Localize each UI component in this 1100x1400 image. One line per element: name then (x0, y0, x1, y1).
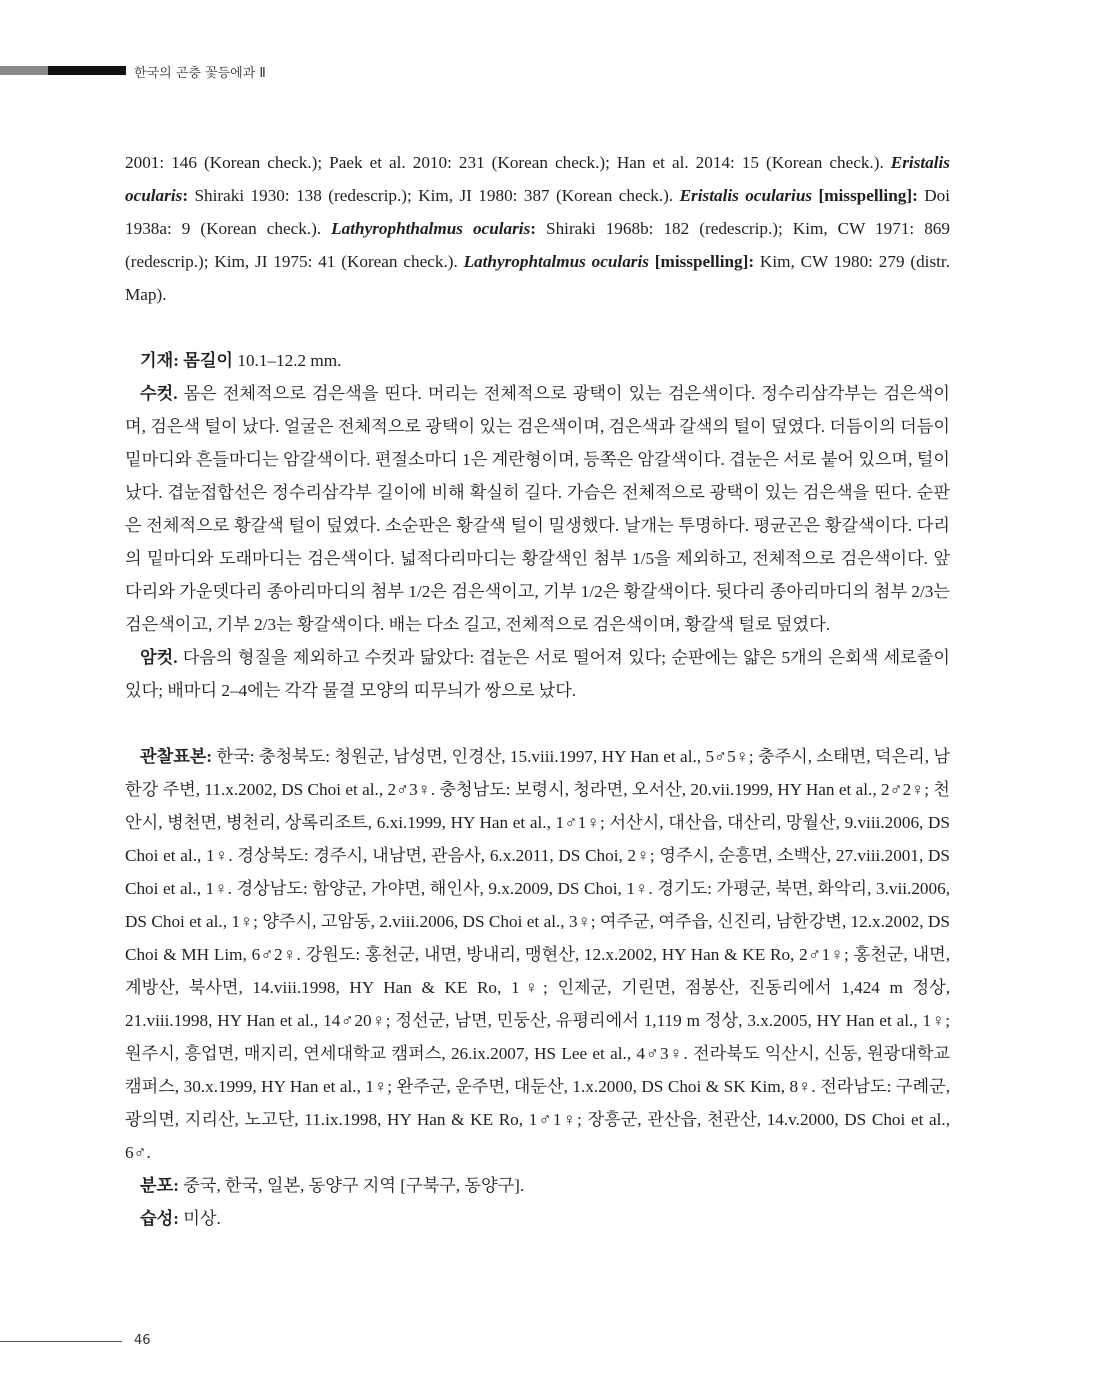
distribution-label: 분포: (140, 1176, 179, 1195)
taxon-name: Eristalis ocularis (125, 153, 950, 205)
distribution-paragraph (125, 1169, 950, 1202)
synonymy-run: Kim, CW 1980: 279 (distr. Map). (125, 252, 950, 304)
description-paragraph (125, 344, 950, 377)
description-label: 기재: 몸길이 (140, 351, 234, 370)
habits-paragraph (125, 1202, 950, 1235)
specimens-text: 한국: 충청북도: 청원군, 남성면, 인경산, 15.viii.1997, HY Han et al., 5♂5♀; 충주시, 소태면, 덕은리, 남한강 주변, 11.x.2002, DS Choi et al., 2♂3♀. 충청남도: 보령시, 청라면, 오서산, 20.vii.1999, HY Han et al., 2♂2♀; 천안시, 병천면, 병천리, 상록리조트, 6.xi.1999, HY Han et al., 1♂1♀; 서산시, 대산읍, 대산리, 망월산, 9.viii.2006, DS Choi et al., 1♀. 경상북도: 경주시, 내남면, 관음사, 6.x.2011, DS Choi, 2♀; 영주시, 순흥면, 소백산, 27.viii.2001, DS Choi et al., 1♀. 경상남도: 함양군, 가야면, 해인사, 9.x.2009, DS Choi, 1♀. 경기도: 가평군, 북면, 화악리, 3.vii.2006, DS Choi et al., 1♀; 양주시, 고암동, 2.viii.2006, DS Choi et al., 3♀; 여주군, 여주읍, 신진리, 남한강변, 12.x.2002, DS Choi & MH Lim, 6♂2♀. 강원도: 홍천군, 내면, 방내리, 맹현산, 12.x.2002, HY Han & KE Ro, 2♂1♀; 홍천군, 내면, 계방산, 북사면, 14.viii.1998, HY Han & KE Ro, 1♀; 인제군, 기린면, 점봉산, 진동리에서 1,424 m 정상, 21.viii.1998, HY Han et al., 14♂20♀; 정선군, 남면, 민둥산, 유평리에서 1,119 m 정상, 3.x.2005, HY Han et al., 1♀; 원주시, 흥업면, 매지리, 연세대학교 캠퍼스, 26.ix.2007, HS Lee et al., 4♂3♀. 전라북도 익산시, 신동, 원광대학교 캠퍼스, 30.x.1999, HY Han et al., 1♀; 완주군, 운주면, 대둔산, 1.x.2000, DS Choi & SK Kim, 8♀. 전라남도: 구례군, 광의면, 지리산, 노고단, 11.ix.1998, HY Han & KE Ro, 1♂1♀; 장흥군, 관산읍, 천관산, 14.v.2000, DS Choi et al., 6♂. (125, 747, 950, 1162)
page-body (125, 146, 950, 1235)
header-title: 한국의 곤충 꽃등에과 Ⅱ (134, 66, 266, 81)
synonymy-run: Doi 1938a: 9 (Korean check.). (125, 186, 951, 238)
footer-rule (0, 1341, 122, 1342)
header-black-bar (48, 66, 126, 75)
female-paragraph (125, 641, 950, 707)
synonymy-run: : (530, 219, 537, 238)
male-paragraph (125, 377, 950, 641)
description-text: 10.1–12.2 mm. (233, 351, 342, 370)
synonymy-run: [misspelling]: (812, 186, 918, 205)
synonymy-run: 2001: 146 (Korean check.); Paek et al. 2010: 231 (Korean check.); Han et al. 2014: 15 (Korean check.). (125, 153, 891, 172)
habits-text: 미상. (178, 1209, 221, 1228)
header-gray-bar (0, 66, 48, 75)
page-number: 46 (134, 1333, 151, 1348)
female-label: 암컷. (140, 648, 178, 667)
specimens-label: 관찰표본: (140, 747, 213, 766)
taxon-name: Lathyrophthalmus ocularis (331, 219, 531, 238)
synonymy-run: : (182, 186, 189, 205)
female-text: 다음의 형질을 제외하고 수컷과 닮았다: 겹눈은 서로 떨어져 있다; 순판에는 얇은 5개의 은회색 세로줄이 있다; 배마디 2–4에는 각각 물결 모양의 띠무늬가 쌍으로 났다. (125, 648, 950, 700)
male-text: 몸은 전체적으로 검은색을 띤다. 머리는 전체적으로 광택이 있는 검은색이다. 정수리삼각부는 검은색이며, 검은색 털이 났다. 얼굴은 전체적으로 광택이 있는 검은색이며, 검은색과 갈색의 털이 덮였다. 더듬이의 더듬이밑마디와 흔들마디는 암갈색이다. 편절소마디 1은 계란형이며, 등쪽은 암갈색이다. 겹눈은 서로 붙어 있으며, 털이 났다. 겹눈접합선은 정수리삼각부 길이에 비해 확실히 길다. 가슴은 전체적으로 광택이 있는 검은색을 띤다. 순판은 전체적으로 황갈색 털이 덮였다. 소순판은 황갈색 털이 밀생했다. 날개는 투명하다. 평균곤은 황갈색이다. 다리의 밑마디와 도래마디는 검은색이다. 넓적다리마디는 황갈색인 첨부 1/5을 제외하고, 전체적으로 검은색이다. 앞다리와 가운뎃다리 종아리마디의 첨부 1/2은 검은색이고, 기부 1/2은 황갈색이다. 뒷다리 종아리마디의 첨부 2/3는 검은색이고, 기부 2/3는 황갈색이다. 배는 다소 길고, 전체적으로 검은색이며, 황갈색 털로 덮였다. (125, 384, 950, 634)
taxon-name: Eristalis ocularius (679, 186, 813, 205)
male-label: 수컷. (140, 384, 178, 403)
distribution-text: 중국, 한국, 일본, 동양구 지역 [구북구, 동양구]. (178, 1176, 525, 1195)
taxon-name: Lathyrophtalmus ocularis (463, 252, 649, 271)
synonymy-run: [misspelling]: (648, 252, 755, 271)
synonymy-run: Shiraki 1968b: 182 (redescrip.); Kim, CW 1971: 869 (redescrip.); Kim, JI 1975: 41 (Korean check.). (125, 219, 950, 271)
specimens-paragraph (125, 740, 950, 1169)
synonymy-paragraph (125, 146, 950, 311)
habits-label: 습성: (140, 1209, 179, 1228)
synonymy-run: Shiraki 1930: 138 (redescrip.); Kim, JI 1980: 387 (Korean check.). (188, 186, 680, 205)
